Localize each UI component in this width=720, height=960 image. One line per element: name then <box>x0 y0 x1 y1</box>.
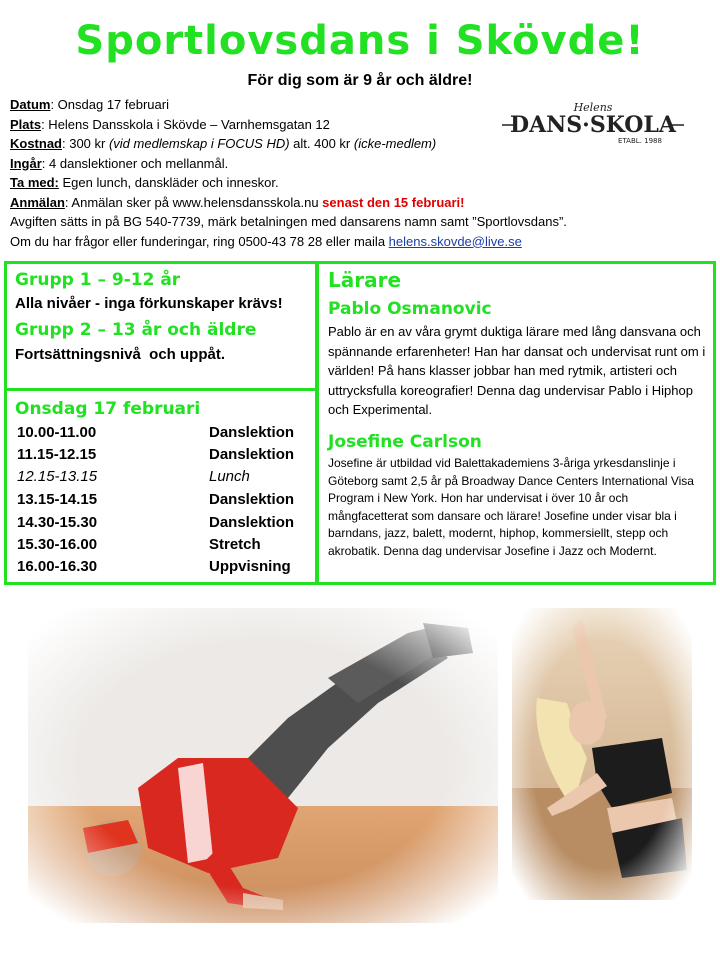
datum-value: : Onsdag 17 februari <box>50 97 169 112</box>
teacher1-bio: Pablo är en av våra grymt duktiga lärare med lång dansvana och spännande erfarenheter! Han har dansat och undervisat runt om i världen! På hans klasser jobbar han med rytmik, artisteri och uttrycksfulla koreografier! Denna dag undervisar Pablo i Hiphop och Experimental. <box>328 324 706 417</box>
schedule-time: 10.00-11.00 <box>17 424 97 441</box>
schedule-time: 11.15-12.15 <box>17 446 97 463</box>
logo-name: DANS·SKOLA <box>510 112 676 138</box>
teacher2-bio: Josefine är utbildad vid Balettakademiens 3-åriga yrkesdanslinje i Göteborg samt 2,5 år på Broadway Dance Centers International Visa Program i New York. Hon har undervisat i över 10 år och mångfacetterat som dansare och lärare! Josefine under visar bla i barndans, jazz, balett, modernt, hiphop, kommersiellt, stepp och akrobatik. Denna dag undervisar Josefine i Jazz och Modernt. <box>328 456 694 558</box>
kostnad-member-note: (vid medlemskap i FOCUS HD) <box>108 136 290 151</box>
avgift-text: Avgiften sätts in på BG 540-7739, märk betalningen med dansarens namn samt ”Sportlovsdans”. <box>10 214 567 229</box>
anmalan-value: : Anmälan sker på www.helensdansskola.nu <box>64 194 323 210</box>
teacher2-name: Josefine Carlson <box>328 432 482 452</box>
group1-desc: Alla nivåer - inga förkunskaper krävs! <box>15 295 283 312</box>
logo-graphic <box>500 100 686 146</box>
schedule-time: 13.15-14.15 <box>17 491 98 508</box>
info-tamed <box>10 173 500 193</box>
info-ingar <box>10 154 500 174</box>
schedule-activity: Stretch <box>209 536 261 553</box>
group2-title: Grupp 2 – 13 år och äldre <box>15 320 257 340</box>
kostnad-value-alt: alt. 400 kr <box>289 136 354 151</box>
schedule-heading: Onsdag 17 februari <box>15 399 201 419</box>
schedule-activity: Danslektion <box>209 491 295 508</box>
teacher1-name: Pablo Osmanovic <box>328 299 492 319</box>
schedule-activity: Danslektion <box>209 514 295 531</box>
datum-label: Datum <box>10 97 51 112</box>
kontakt-text <box>10 232 522 252</box>
breakdancer-photo <box>28 608 498 923</box>
logo-etabl: ETABL. 1988 <box>618 137 662 145</box>
schedule-time: 16.00-16.30 <box>17 558 98 575</box>
dancer-photo <box>512 608 692 900</box>
subtitle: För dig som är 9 år och äldre! <box>247 72 473 89</box>
schedule-activity: Danslektion <box>209 424 295 441</box>
tamed-value: Egen lunch, danskläder och inneskor. <box>58 175 279 190</box>
breakdancer-illustration <box>28 608 498 923</box>
group2-desc: Fortsättningsnivå och uppåt. <box>15 346 226 363</box>
schedule-activity: Danslektion <box>209 446 295 463</box>
info-plats <box>10 115 500 135</box>
group1-title: Grupp 1 – 9-12 år <box>15 270 181 290</box>
schedule-time: 15.30-16.00 <box>17 536 98 553</box>
info-datum <box>10 95 500 115</box>
ingar-value: : 4 danslektioner och mellanmål. <box>41 155 229 171</box>
schedule-time: 14.30-15.30 <box>17 514 98 531</box>
page-title: Sportlovsdans i Skövde! <box>75 18 645 64</box>
dancer-illustration <box>512 608 692 900</box>
teachers-box <box>316 261 716 585</box>
schedule-time: 12.15-13.15 <box>17 468 98 485</box>
anmalan-deadline: senast den 15 februari! <box>322 194 465 210</box>
dansskola-logo <box>500 100 686 146</box>
groups-box <box>4 261 318 391</box>
tamed-label: Ta med: <box>10 175 59 190</box>
logo-script: Helens <box>573 101 613 114</box>
schedule-activity: Uppvisning <box>209 558 291 575</box>
info-block <box>10 95 567 251</box>
teachers-heading: Lärare <box>328 268 402 292</box>
kostnad-label: Kostnad <box>10 136 62 151</box>
kostnad-nonmember-note: (icke-medlem) <box>353 136 437 151</box>
kostnad-value: : 300 kr <box>62 136 109 151</box>
info-kostnad <box>10 134 500 154</box>
schedule-activity: Lunch <box>209 468 250 485</box>
kontakt-label: Om du har frågor eller funderingar, ring 0500-43 78 28 eller maila <box>10 233 389 249</box>
email-link[interactable]: helens.skovde@live.se <box>388 233 522 249</box>
plats-label: Plats <box>10 116 42 132</box>
schedule-box <box>4 388 318 585</box>
anmalan-label: Anmälan <box>10 194 65 210</box>
info-anmalan <box>10 193 500 213</box>
plats-value: : Helens Dansskola i Skövde – Varnhemsgatan 12 <box>41 116 330 132</box>
ingar-label: Ingår <box>10 155 42 171</box>
